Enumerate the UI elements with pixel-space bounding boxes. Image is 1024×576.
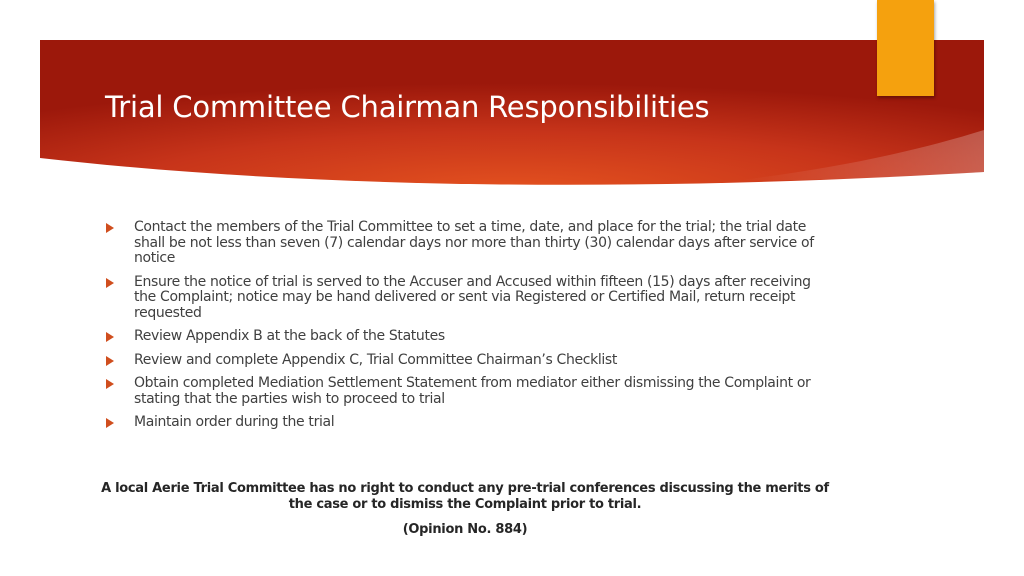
bullet-item	[104, 415, 824, 431]
triangle-right-icon	[106, 379, 114, 389]
bullet-item	[104, 275, 824, 322]
opinion-note: A local Aerie Trial Committee has no right to conduct any pre-trial conferences discussing the merits of the case or to dismiss the Complaint prior to trial.	[101, 481, 829, 512]
bullet-text: Contact the members of the Trial Committee to set a time, date, and place for the trial; the trial date shall be not less than seven (7) calendar days nor more than thirty (30) calendar days after service of notice	[134, 219, 814, 266]
bullet-item	[104, 329, 824, 345]
bullet-text: Obtain completed Mediation Settlement Statement from mediator either dismissing the Complaint or stating that the parties wish to proceed to trial	[134, 375, 811, 407]
bullet-text: Maintain order during the trial	[134, 414, 335, 430]
bullet-text: Review Appendix B at the back of the Statutes	[134, 328, 445, 344]
bullet-item	[104, 353, 824, 369]
triangle-right-icon	[106, 278, 114, 288]
slide-title: Trial Committee Chairman Responsibilities	[105, 90, 710, 124]
triangle-right-icon	[106, 332, 114, 342]
triangle-right-icon	[106, 356, 114, 366]
bullet-list	[104, 220, 824, 439]
bullet-item	[104, 376, 824, 407]
bullet-text: Review and complete Appendix C, Trial Committee Chairman’s Checklist	[134, 351, 618, 368]
triangle-right-icon	[106, 223, 114, 233]
accent-tab	[877, 0, 934, 96]
bullet-item	[104, 220, 824, 267]
bullet-text: Ensure the notice of trial is served to the Accuser and Accused within fifteen (15) days after receiving the Complaint; notice may be hand delivered or sent via Registered or Certified Mail, return receipt requested	[134, 273, 811, 321]
opinion-reference: (Opinion No. 884)	[402, 522, 528, 537]
triangle-right-icon	[106, 418, 114, 428]
